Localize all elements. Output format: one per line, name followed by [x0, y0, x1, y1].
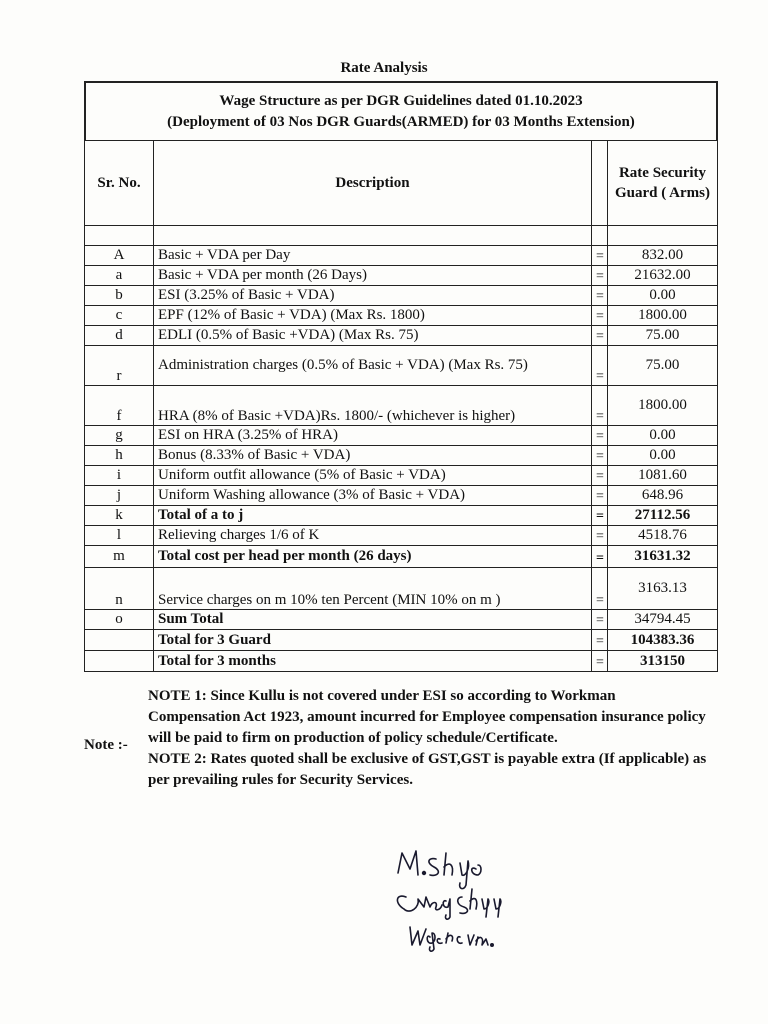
row-sr: r	[85, 346, 154, 386]
row-rate: 0.00	[608, 286, 718, 306]
equals-sign: =	[592, 546, 608, 568]
row-rate: 1081.60	[608, 466, 718, 486]
row-sr: k	[85, 506, 154, 526]
table-row	[85, 506, 718, 526]
row-rate: 27112.56	[608, 506, 718, 526]
row-sr: b	[85, 286, 154, 306]
col-header-description: Description	[154, 141, 592, 226]
row-sr: n	[85, 568, 154, 610]
table-row	[85, 286, 718, 306]
col-header-rate: Rate Security Guard ( Arms)	[608, 141, 718, 226]
row-sr: A	[85, 246, 154, 266]
row-description: Total for 3 Guard	[154, 630, 592, 651]
table-row	[85, 526, 718, 546]
row-rate: 648.96	[608, 486, 718, 506]
column-header-row	[85, 141, 718, 226]
row-description: ESI on HRA (3.25% of HRA)	[154, 426, 592, 446]
equals-sign: =	[592, 446, 608, 466]
equals-sign: =	[592, 568, 608, 610]
equals-sign: =	[592, 610, 608, 630]
equals-sign: =	[592, 426, 608, 446]
row-sr: a	[85, 266, 154, 286]
row-sr: c	[85, 306, 154, 326]
row-rate: 104383.36	[608, 630, 718, 651]
equals-sign: =	[592, 386, 608, 426]
table-row	[85, 326, 718, 346]
table-row	[85, 651, 718, 672]
equals-sign: =	[592, 286, 608, 306]
table-row	[85, 266, 718, 286]
table-row	[85, 466, 718, 486]
row-rate: 4518.76	[608, 526, 718, 546]
header-line-2: (Deployment of 03 Nos DGR Guards(ARMED) for 03 Months Extension)	[167, 114, 635, 130]
row-sr	[85, 630, 154, 651]
table-row	[85, 346, 718, 386]
note-1: NOTE 1: Since Kullu is not covered under ESI so according to Workman Compensation Act 1923, amount incurred for Employee compensation insurance policy will be paid to firm on production of policy schedule/Certificate.	[148, 688, 706, 746]
row-description: Total of a to j	[154, 506, 592, 526]
table-row	[85, 246, 718, 266]
row-sr: g	[85, 426, 154, 446]
row-sr: o	[85, 610, 154, 630]
table-row	[85, 630, 718, 651]
note-label: Note :-	[84, 737, 128, 753]
row-description: Total cost per head per month (26 days)	[154, 546, 592, 568]
equals-sign: =	[592, 506, 608, 526]
row-rate: 34794.45	[608, 610, 718, 630]
row-rate: 21632.00	[608, 266, 718, 286]
equals-sign: =	[592, 651, 608, 672]
row-description: Relieving charges 1/6 of K	[154, 526, 592, 546]
table-row	[85, 446, 718, 466]
row-description: HRA (8% of Basic +VDA)Rs. 1800/- (whichever is higher)	[154, 386, 592, 426]
row-description: Uniform outfit allowance (5% of Basic + VDA)	[154, 466, 592, 486]
row-sr: d	[85, 326, 154, 346]
col-header-sr: Sr. No.	[85, 141, 154, 226]
row-rate: 0.00	[608, 446, 718, 466]
note-2: NOTE 2: Rates quoted shall be exclusive of GST,GST is payable extra (If applicable) as per prevailing rules for Security Services.	[148, 751, 707, 788]
table-row	[85, 546, 718, 568]
row-description: Service charges on m 10% ten Percent (MIN 10% on m )	[154, 568, 592, 610]
row-rate: 31631.32	[608, 546, 718, 568]
table-row	[85, 486, 718, 506]
equals-sign: =	[592, 326, 608, 346]
row-rate: 0.00	[608, 426, 718, 446]
row-sr: m	[85, 546, 154, 568]
table-row	[85, 426, 718, 446]
row-sr: h	[85, 446, 154, 466]
row-description: EPF (12% of Basic + VDA) (Max Rs. 1800)	[154, 306, 592, 326]
row-rate: 75.00	[608, 346, 718, 386]
page-title: Rate Analysis	[340, 60, 428, 76]
row-sr: j	[85, 486, 154, 506]
row-rate: 3163.13	[608, 568, 718, 610]
blank-row	[85, 226, 718, 246]
row-description: ESI (3.25% of Basic + VDA)	[154, 286, 592, 306]
notes	[148, 686, 708, 791]
equals-sign: =	[592, 466, 608, 486]
equals-sign: =	[592, 526, 608, 546]
equals-sign: =	[592, 306, 608, 326]
row-description: EDLI (0.5% of Basic +VDA) (Max Rs. 75)	[154, 326, 592, 346]
row-sr: i	[85, 466, 154, 486]
row-sr: f	[85, 386, 154, 426]
row-description: Basic + VDA per Day	[154, 246, 592, 266]
row-sr: l	[85, 526, 154, 546]
equals-sign: =	[592, 486, 608, 506]
table-row	[85, 568, 718, 610]
equals-sign: =	[592, 246, 608, 266]
table-row	[85, 306, 718, 326]
wage-structure-header	[84, 81, 718, 141]
equals-sign: =	[592, 630, 608, 651]
row-description: Uniform Washing allowance (3% of Basic + VDA)	[154, 486, 592, 506]
col-header-eq	[592, 141, 608, 226]
handwritten-signature	[390, 845, 590, 955]
row-sr	[85, 651, 154, 672]
equals-sign: =	[592, 346, 608, 386]
table-row	[85, 386, 718, 426]
rate-analysis-table	[84, 140, 718, 672]
table-row	[85, 610, 718, 630]
row-description: Bonus (8.33% of Basic + VDA)	[154, 446, 592, 466]
row-rate: 313150	[608, 651, 718, 672]
row-rate: 832.00	[608, 246, 718, 266]
row-description: Total for 3 months	[154, 651, 592, 672]
row-description: Basic + VDA per month (26 Days)	[154, 266, 592, 286]
row-rate: 1800.00	[608, 386, 718, 426]
equals-sign: =	[592, 266, 608, 286]
row-rate: 75.00	[608, 326, 718, 346]
row-description: Sum Total	[154, 610, 592, 630]
row-rate: 1800.00	[608, 306, 718, 326]
header-line-1: Wage Structure as per DGR Guidelines dated 01.10.2023	[219, 93, 583, 109]
row-description: Administration charges (0.5% of Basic + VDA) (Max Rs. 75)	[154, 346, 592, 386]
